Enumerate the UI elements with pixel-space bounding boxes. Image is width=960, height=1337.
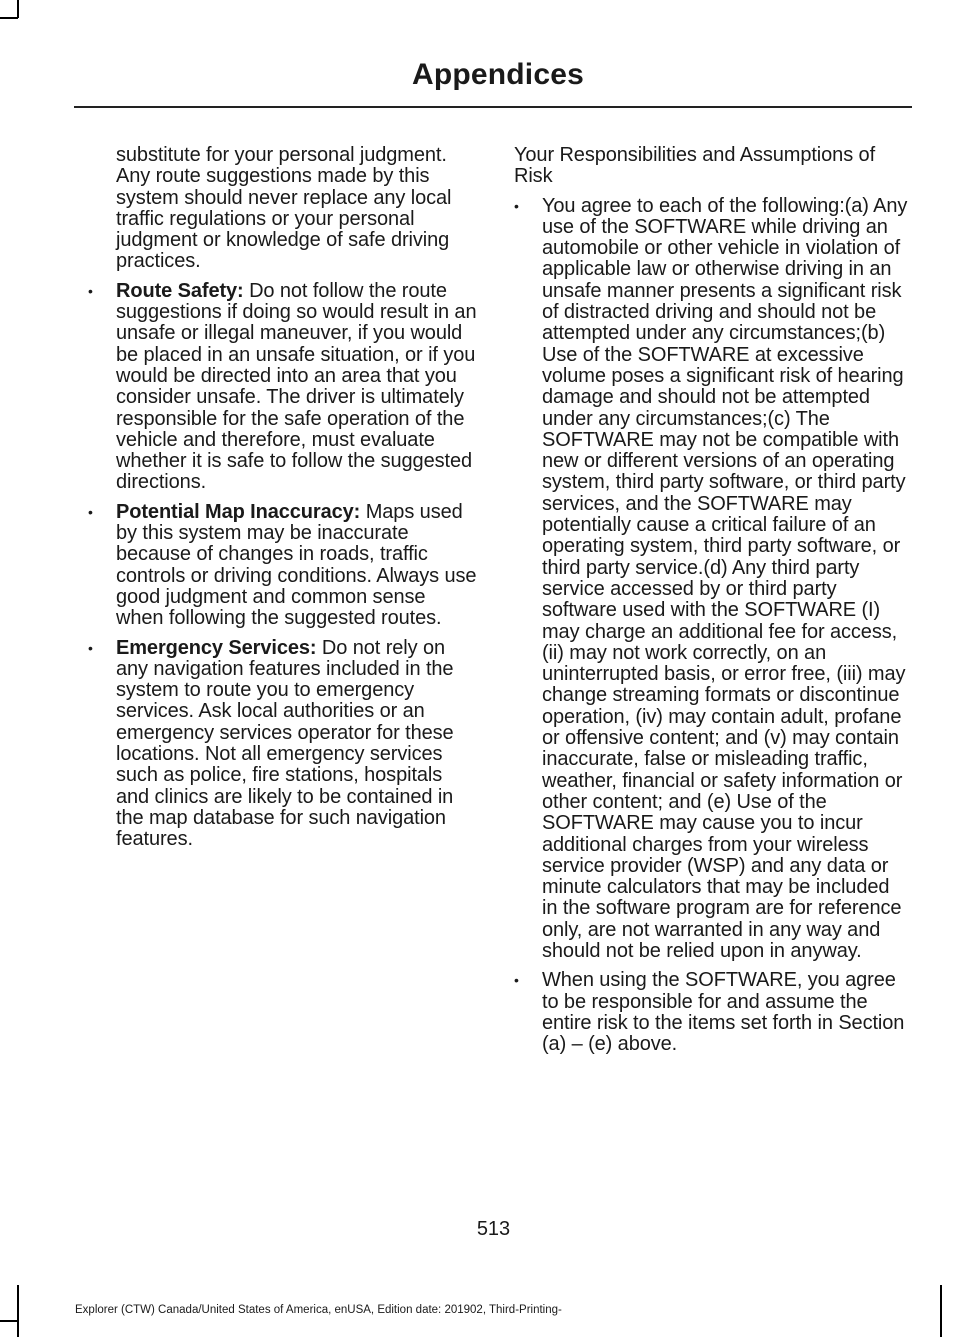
page-number: 513: [476, 1218, 511, 1240]
bullet-icon: •: [88, 639, 93, 656]
bullet-icon: •: [514, 972, 519, 989]
bullet-text: Do not rely on any navigation features included in the system to route you to emergency services. Ask local authorities or an emergency services operator for these locations. Not all emergency services such as police, fire stations, hospitals and clinics are likely to be contained in the map database for such navigation features.: [116, 636, 454, 851]
crop-mark-bottom-left-v: [17, 1285, 19, 1337]
bullet-text: When using the SOFTWARE, you agree to be responsible for and assume the entire risk to the items set forth in Section (a) – (e) above.: [542, 969, 905, 1056]
list-item: [88, 638, 478, 851]
bullet-label: Route Safety:: [116, 279, 244, 302]
crop-mark-top-left-h: [0, 17, 18, 19]
bullet-label: Emergency Services:: [116, 636, 317, 659]
crop-mark-bottom-right-v: [940, 1285, 942, 1337]
bullet-icon: •: [88, 282, 93, 299]
bullet-icon: •: [88, 503, 93, 520]
list-item: [88, 281, 478, 494]
bullet-text: Do not follow the route suggestions if doing so would result in an unsafe or illegal maneuver, if you would be placed in an unsafe situation, or if you would be directed into an area that you consider unsafe. The driver is ultimately responsible for the safe operation of the vehicle and therefore, must evaluate whether it is safe to follow the suggested directions.: [116, 279, 477, 494]
list-item: [514, 196, 910, 963]
list-item: [514, 970, 910, 1055]
bullet-text: You agree to each of the following:(a) Any use of the SOFTWARE while driving an automobile or other vehicle in violation of applicable law or otherwise driving in an unsafe manner presents a significant risk of distracted driving and should not be attempted under any circumstances;(b) Use of the SOFTWARE at excessive volume poses a significant risk of hearing damage and should not be attempted under any circumstances;(c) The SOFTWARE may not be compatible with new or different versions of an operating system, third party software, or third party services, and the SOFTWARE may potentially cause a critical failure of an operating system, third party software, or third party service.(d) Any third party service accessed by or third party software used with the SOFTWARE (I) may charge an additional fee for access, (ii) may not work correctly, on an uninterrupted basis, or error free, (iii) may change streaming formats or discontinue operation, (iv) may contain adult, profane or offensive content; and (v) may contain inaccurate, false or misleading traffic, weather, financial or safety information or other content; and (e) Use of the SOFTWARE may cause you to incur additional charges from your wireless service provider (WSP) and any data or minute calculators that may be included in the software program are for reference only, are not warranted in any way and should not be relied upon in anyway.: [542, 194, 908, 962]
left-column: [88, 145, 478, 851]
right-column: [514, 145, 910, 1055]
crop-mark-bottom-left-h: [0, 1320, 18, 1322]
crop-mark-top-left-v: [17, 0, 19, 18]
bullet-text: Maps used by this system may be inaccurate because of changes in roads, traffic controls or driving conditions. Always use good judgment and common sense when following the suggested routes.: [116, 500, 477, 630]
header-rule: [74, 106, 912, 108]
continuation-paragraph: substitute for your personal judgment. Any route suggestions made by this system should never replace any local traffic regulations or your personal judgment or knowledge of safe driving practices.: [116, 144, 452, 273]
bullet-label: Potential Map Inaccuracy:: [116, 500, 361, 523]
list-item: [88, 502, 478, 630]
section-heading: Your Responsibilities and Assumptions of Risk: [514, 144, 876, 188]
bullet-icon: •: [514, 197, 519, 214]
page-title: Appendices: [411, 58, 584, 91]
left-bullet-list: [88, 281, 478, 851]
right-bullet-list: [514, 196, 910, 1056]
footer-text: Explorer (CTW) Canada/United States of America, enUSA, Edition date: 201902, Third-Printing-: [75, 1304, 562, 1316]
